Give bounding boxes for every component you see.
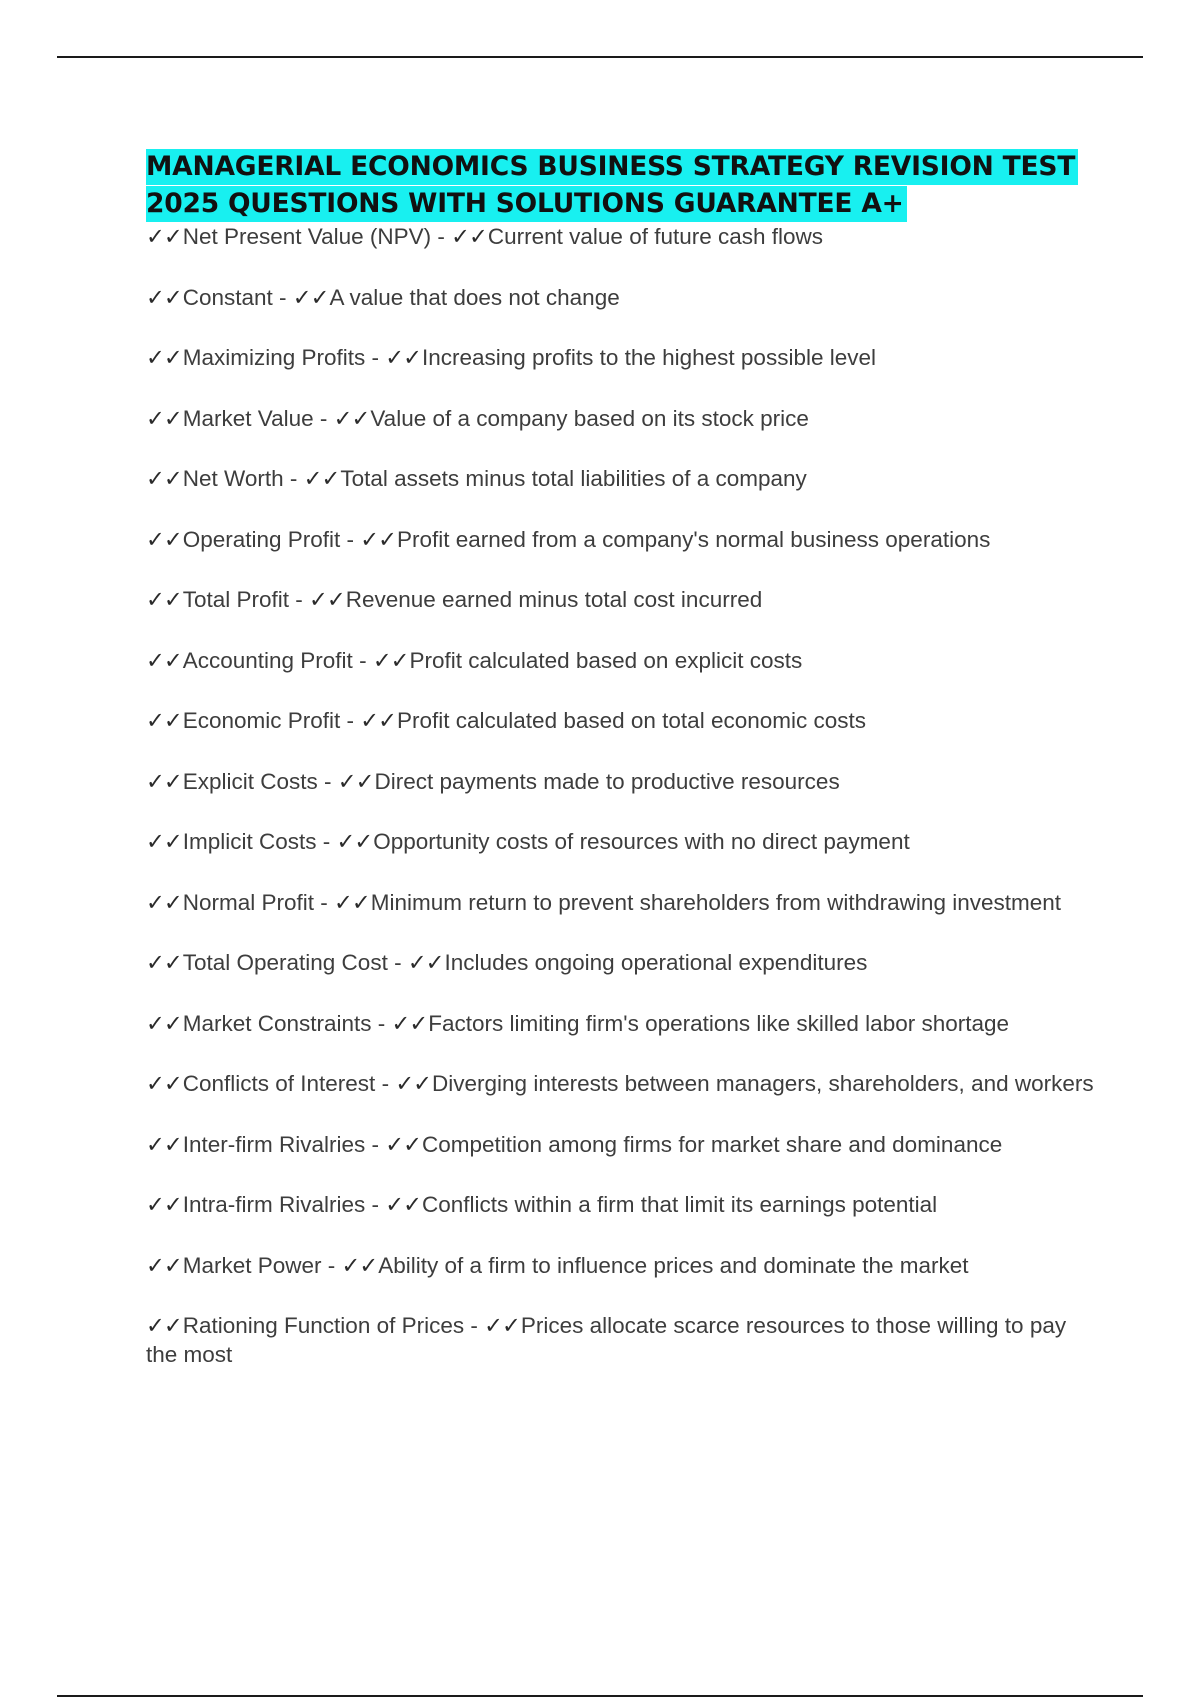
term-separator: -: [431, 224, 452, 249]
term-separator: -: [340, 526, 361, 552]
check-mark-icon: ✓✓: [385, 1131, 421, 1157]
list-item: [146, 222, 1096, 251]
check-mark-icon: ✓✓: [360, 526, 397, 552]
definition-text: Minimum return to prevent shareholders from withdrawing investment: [370, 889, 1062, 915]
check-mark-icon: ✓✓: [391, 1010, 428, 1036]
definition-text: Diverging interests between managers, shareholders, and workers: [432, 1071, 1094, 1096]
document-body: [146, 148, 1096, 1401]
term-text: Implicit Costs: [182, 829, 317, 854]
term-text: Total Operating Cost: [182, 950, 388, 975]
definition-text: Competition among firms for market share and dominance: [421, 1131, 1003, 1157]
term-text: Inter-firm Rivalries: [182, 1131, 366, 1157]
check-mark-icon: ✓✓: [451, 224, 487, 249]
check-mark-icon: ✓✓: [395, 1071, 432, 1096]
definition-text: Total assets minus total liabilities of a company: [340, 466, 807, 491]
definition-text: Current value of future cash flows: [487, 224, 824, 249]
list-item: [146, 888, 1096, 917]
term-separator: -: [313, 405, 334, 431]
term-text: Maximizing Profits: [182, 345, 366, 370]
definition-text: Increasing profits to the highest possible level: [421, 345, 876, 370]
term-text: Explicit Costs: [182, 768, 318, 794]
term-text: Conflicts of Interest: [182, 1071, 376, 1096]
definition-text: Profit calculated based on total economic costs: [397, 708, 867, 733]
check-mark-icon: ✓✓: [146, 345, 182, 370]
list-item: [146, 404, 1096, 433]
definition-text: Profit earned from a company's normal business operations: [397, 526, 991, 552]
term-separator: -: [321, 1252, 342, 1278]
term-text: Constant: [182, 284, 273, 310]
check-mark-icon: ✓✓: [146, 1252, 182, 1278]
check-mark-icon: ✓✓: [146, 466, 182, 491]
list-item: [146, 1311, 1096, 1369]
check-mark-icon: ✓✓: [146, 708, 182, 733]
check-mark-icon: ✓✓: [146, 829, 182, 854]
list-item: [146, 1069, 1096, 1098]
term-text: Normal Profit: [182, 889, 314, 915]
term-text: Total Profit: [182, 587, 290, 612]
list-item: [146, 827, 1096, 856]
check-mark-icon: ✓✓: [372, 647, 409, 673]
check-mark-icon: ✓✓: [146, 1071, 182, 1096]
term-separator: -: [387, 950, 408, 975]
check-mark-icon: ✓✓: [333, 405, 370, 431]
check-mark-icon: ✓✓: [146, 1313, 182, 1338]
definition-text: Value of a company based on its stock price: [370, 405, 809, 431]
term-separator: -: [272, 284, 293, 310]
term-separator: -: [365, 1131, 386, 1157]
term-text: Economic Profit: [182, 708, 341, 733]
list-item: [146, 1251, 1096, 1280]
check-mark-icon: ✓✓: [146, 647, 182, 673]
term-text: Market Value: [182, 405, 314, 431]
top-divider: [57, 56, 1143, 58]
check-mark-icon: ✓✓: [146, 768, 182, 794]
check-mark-icon: ✓✓: [337, 768, 374, 794]
term-text: Market Power: [182, 1252, 322, 1278]
check-mark-icon: ✓✓: [146, 587, 182, 612]
check-mark-icon: ✓✓: [146, 889, 182, 915]
list-item: [146, 1190, 1096, 1219]
term-text: Operating Profit: [182, 526, 341, 552]
term-separator: -: [365, 345, 386, 370]
list-item: [146, 343, 1096, 372]
term-separator: -: [340, 708, 361, 733]
list-item: [146, 1009, 1096, 1038]
term-separator: -: [314, 889, 334, 915]
list-item: [146, 464, 1096, 493]
term-separator: -: [317, 768, 338, 794]
term-separator: -: [365, 1192, 386, 1217]
flashcard-list: [146, 222, 1096, 1369]
term-text: Net Worth: [182, 466, 284, 491]
check-mark-icon: ✓✓: [334, 889, 370, 915]
check-mark-icon: ✓✓: [146, 1131, 182, 1157]
definition-text: Revenue earned minus total cost incurred: [345, 587, 763, 612]
check-mark-icon: ✓✓: [292, 284, 329, 310]
definition-text: Profit calculated based on explicit costs: [409, 647, 803, 673]
check-mark-icon: ✓✓: [146, 526, 182, 552]
term-text: Net Present Value (NPV): [182, 224, 432, 249]
check-mark-icon: ✓✓: [484, 1313, 520, 1338]
check-mark-icon: ✓✓: [309, 587, 345, 612]
list-item: [146, 585, 1096, 614]
check-mark-icon: ✓✓: [407, 950, 444, 975]
check-mark-icon: ✓✓: [385, 345, 421, 370]
check-mark-icon: ✓✓: [146, 284, 182, 310]
definition-text: Conflicts within a firm that limit its earnings potential: [421, 1192, 938, 1217]
title-highlight: MANAGERIAL ECONOMICS BUSINESS STRATEGY REVISION TEST 2025 QUESTIONS WITH SOLUTIONS GUARANTEE A+: [146, 149, 1078, 222]
term-separator: -: [289, 587, 310, 612]
term-text: Rationing Function of Prices: [182, 1313, 465, 1338]
check-mark-icon: ✓✓: [341, 1252, 378, 1278]
check-mark-icon: ✓✓: [385, 1192, 421, 1217]
term-separator: -: [375, 1071, 396, 1096]
list-item: [146, 283, 1096, 312]
check-mark-icon: ✓✓: [336, 829, 373, 854]
definition-text: Prices allocate scarce resources to those willing to pay the most: [146, 1313, 1067, 1367]
list-item: [146, 706, 1096, 735]
check-mark-icon: ✓✓: [146, 1010, 182, 1036]
check-mark-icon: ✓✓: [146, 950, 182, 975]
definition-text: Factors limiting firm's operations like skilled labor shortage: [428, 1010, 1010, 1036]
list-item: [146, 1130, 1096, 1159]
check-mark-icon: ✓✓: [146, 405, 182, 431]
term-text: Accounting Profit: [182, 647, 353, 673]
list-item: [146, 767, 1096, 796]
list-item: [146, 525, 1096, 554]
term-separator: -: [316, 829, 337, 854]
definition-text: Ability of a firm to influence prices and dominate the market: [378, 1252, 969, 1278]
document-title: [146, 148, 1096, 222]
term-separator: -: [371, 1010, 392, 1036]
definition-text: Includes ongoing operational expenditures: [444, 950, 868, 975]
term-text: Intra-firm Rivalries: [182, 1192, 366, 1217]
definition-text: Opportunity costs of resources with no direct payment: [373, 829, 910, 854]
check-mark-icon: ✓✓: [360, 708, 396, 733]
term-separator: -: [283, 466, 304, 491]
term-text: Market Constraints: [182, 1010, 372, 1036]
check-mark-icon: ✓✓: [146, 224, 182, 249]
check-mark-icon: ✓✓: [146, 1192, 182, 1217]
term-separator: -: [464, 1313, 485, 1338]
check-mark-icon: ✓✓: [303, 466, 340, 491]
list-item: [146, 948, 1096, 977]
definition-text: A value that does not change: [329, 284, 620, 310]
term-separator: -: [352, 647, 373, 673]
bottom-divider: [57, 1695, 1143, 1697]
list-item: [146, 646, 1096, 675]
definition-text: Direct payments made to productive resources: [374, 768, 840, 794]
